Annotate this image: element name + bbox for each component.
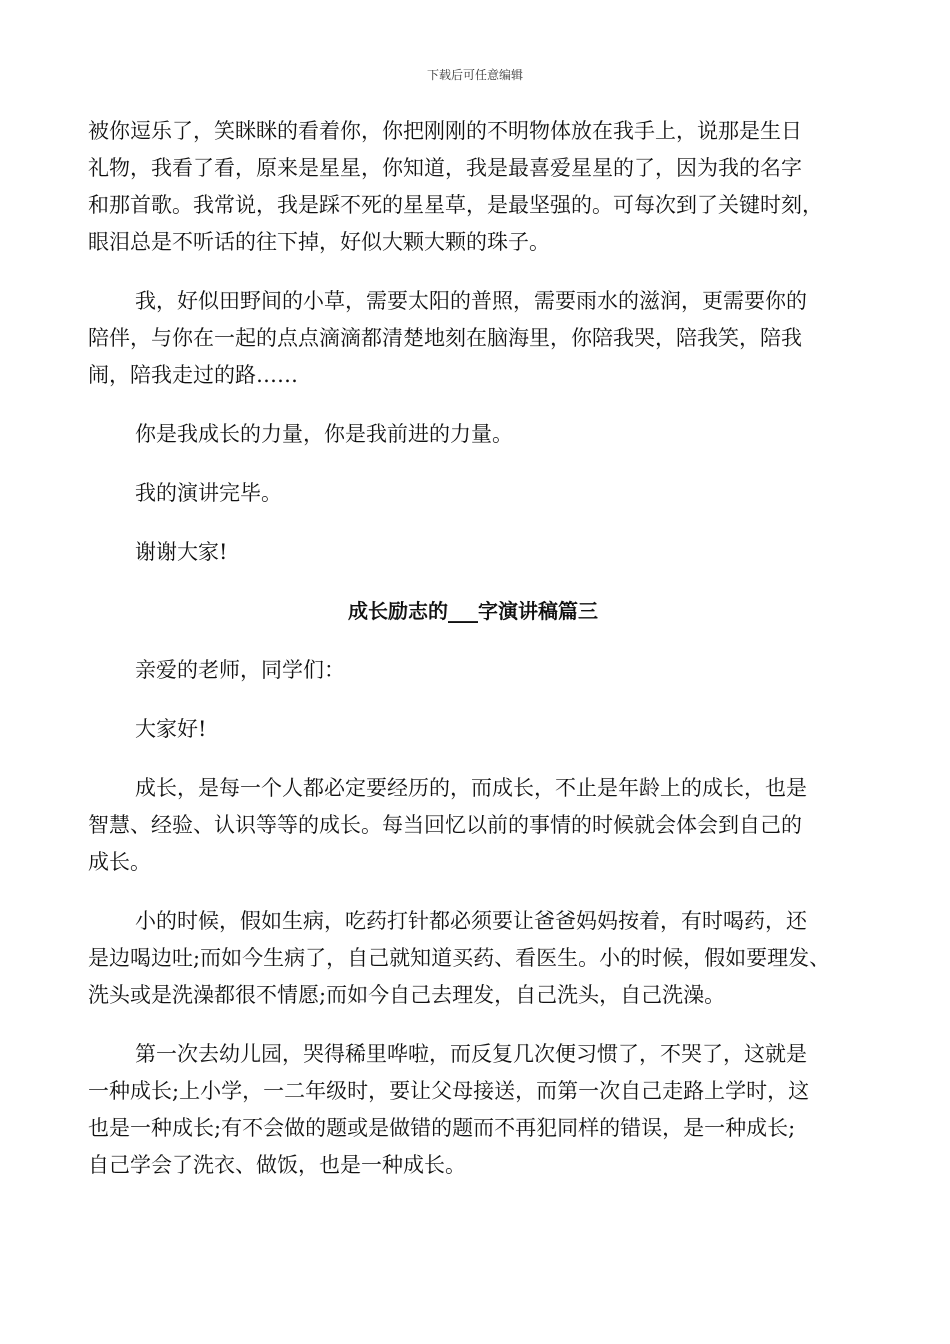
paragraph xyxy=(88,475,858,512)
section-title: 成长励志的___字演讲稿篇三 xyxy=(348,599,598,623)
paragraph xyxy=(88,1036,858,1184)
text-line: 成长，是每一个人都必定要经历的，而成长，不止是年龄上的成长，也是 xyxy=(135,776,807,800)
text-line: 我的演讲完毕。 xyxy=(135,481,282,505)
text-line: 成长。 xyxy=(88,850,151,874)
text-line: 眼泪总是不听话的往下掉，好似大颗大颗的珠子。 xyxy=(88,230,550,254)
text-line: 是边喝边吐;而如今生病了，自己就知道买药、看医生。小的时候，假如要理发、 xyxy=(88,946,831,970)
text-line: 自己学会了洗衣、做饭，也是一种成长。 xyxy=(88,1153,466,1177)
text-line: 和那首歌。我常说，我是踩不死的星星草，是最坚强的。可每次到了关键时刻， xyxy=(88,193,823,217)
text-line: 洗头或是洗澡都很不情愿;而如今自己去理发，自己洗头，自己洗澡。 xyxy=(88,983,726,1007)
text-line: 一种成长;上小学，一二年级时，要让父母接送，而第一次自己走路上学时，这 xyxy=(88,1079,810,1103)
text-line: 闹，陪我走过的路…… xyxy=(88,363,298,387)
text-line: 也是一种成长;有不会做的题或是做错的题而不再犯同样的错误，是一种成长; xyxy=(88,1116,796,1140)
text-line: 大家好! xyxy=(135,717,207,741)
paragraph xyxy=(88,652,858,689)
text-line: 被你逗乐了，笑眯眯的看着你，你把刚刚的不明物体放在我手上，说那是生日 xyxy=(88,119,802,143)
paragraph xyxy=(88,416,858,453)
paragraph xyxy=(88,113,858,261)
text-line: 我，好似田野间的小草，需要太阳的普照，需要雨水的滋润，更需要你的 xyxy=(135,289,807,313)
text-line: 亲爱的老师，同学们： xyxy=(135,658,345,682)
text-line: 小的时候，假如生病，吃药打针都必须要让爸爸妈妈按着，有时喝药，还 xyxy=(135,909,807,933)
paragraph xyxy=(88,770,858,881)
paragraph xyxy=(88,711,858,748)
text-line: 谢谢大家! xyxy=(135,540,228,564)
page-header: 下载后可任意编辑 xyxy=(426,68,523,82)
paragraph xyxy=(88,903,858,1014)
text-line: 第一次去幼儿园，哭得稀里哗啦，而反复几次便习惯了，不哭了，这就是 xyxy=(135,1042,807,1066)
text-line: 智慧、经验、认识等等的成长。每当回忆以前的事情的时候就会体会到自己的 xyxy=(88,813,802,837)
text-line: 陪伴，与你在一起的点点滴滴都清楚地刻在脑海里，你陪我哭，陪我笑，陪我 xyxy=(88,326,802,350)
paragraph xyxy=(88,283,858,394)
text-line: 礼物，我看了看，原来是星星，你知道，我是最喜爱星星的了，因为我的名字 xyxy=(88,156,802,180)
text-line: 你是我成长的力量，你是我前进的力量。 xyxy=(135,422,513,446)
document-body xyxy=(88,113,858,1206)
paragraph xyxy=(88,534,858,571)
